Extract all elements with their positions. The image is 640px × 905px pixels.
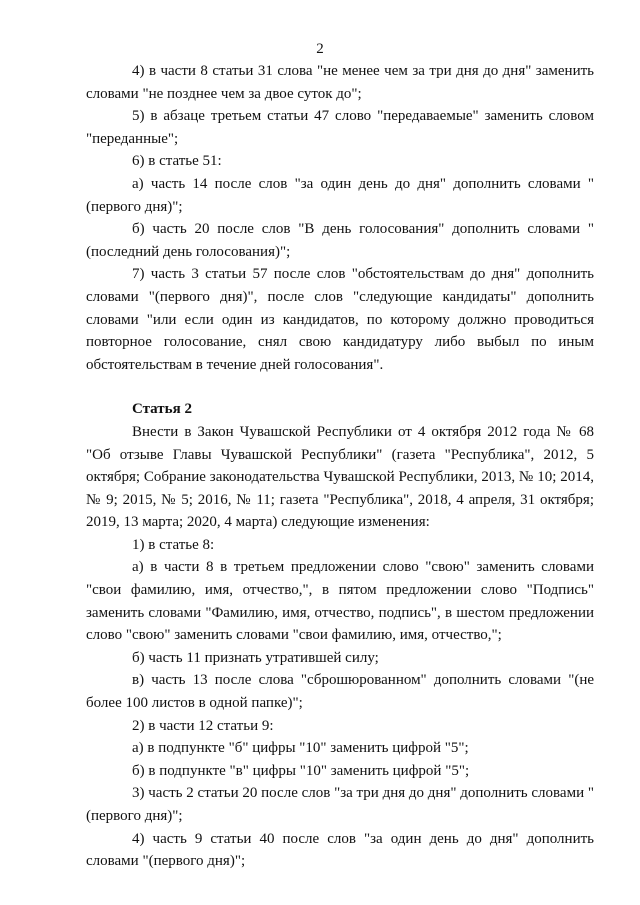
article2-item-2b: б) в подпункте "в" цифры "10" заменить цифрой "5"; [132,762,470,779]
document-body [86,60,594,873]
paragraph-item-6a: а) часть 14 после слов "за один день до дня" дополнить словами "(первого дня)"; [86,175,594,215]
paragraph-item-6b: б) часть 20 после слов "В день голосования" дополнить словами "(последний день голосования)"; [86,221,594,260]
article-heading: Статья 2 [132,401,192,418]
section-spacer [86,376,594,398]
paragraph-item-4: 4) в части 8 статьи 31 слова "не менее чем за три дня до дня" заменить словами "не позднее чем за двое суток до"; [86,63,594,102]
paragraph-item-7: 7) часть 3 статьи 57 после слов "обстоятельствам до дня" дополнить словами "(первого дня)", после слов "следующие кандидаты" дополнить словами "или если один из кандидатов, по которому должно проводиться повторное голосование, снял свою кандидатуру либо выбыл по иным обстоятельствам в течение дней голосования". [86,266,594,373]
article2-item-1b: б) часть 11 признать утратившей силу; [132,649,379,666]
page-number: 2 [316,41,324,57]
article2-item-2a: а) в подпункте "б" цифры "10" заменить цифрой "5"; [132,740,469,757]
paragraph-item-5: 5) в абзаце третьем статьи 47 слово "передаваемые" заменить словом "переданные"; [86,108,594,147]
article2-item-1c: в) часть 13 после слова "сброшюрованном" дополнить словами "(не более 100 листов в одной папке)"; [86,672,594,712]
article2-item-2: 2) в части 12 статьи 9: [132,717,274,734]
article2-item-3: 3) часть 2 статьи 20 после слов "за три дня до дня" дополнить словами "(первого дня)"; [86,785,594,824]
article2-item-1a: а) в части 8 в третьем предложении слово "свою" заменить словами "свои фамилию, имя, отчество,", в пятом предложении слово "Подпись" заменить словами "Фамилию, имя, отчество, подпись", в шестом предложении слово "свою" заменить словами "свои фамилию, имя, отчество,"; [86,559,594,644]
paragraph-item-6: 6) в статье 51: [132,153,222,170]
article2-intro: Внести в Закон Чувашской Республики от 4 октября 2012 года № 68 "Об отзыве Главы Чувашской Республики" (газета "Республика", 2012, 5 октября; Собрание законодательства Чувашской Республики, 2013, № 10; 2014, № 9; 2015, № 5; 2016, № 11; газета "Республика", 2018, 4 апреля, 31 октября; 2019, 13 марта; 2020, 4 марта) следующие изменения: [86,423,594,531]
article2-item-4: 4) часть 9 статьи 40 после слов "за один день до дня" дополнить словами "(первого дня)"; [86,830,594,870]
article2-item-1: 1) в статье 8: [132,536,215,553]
